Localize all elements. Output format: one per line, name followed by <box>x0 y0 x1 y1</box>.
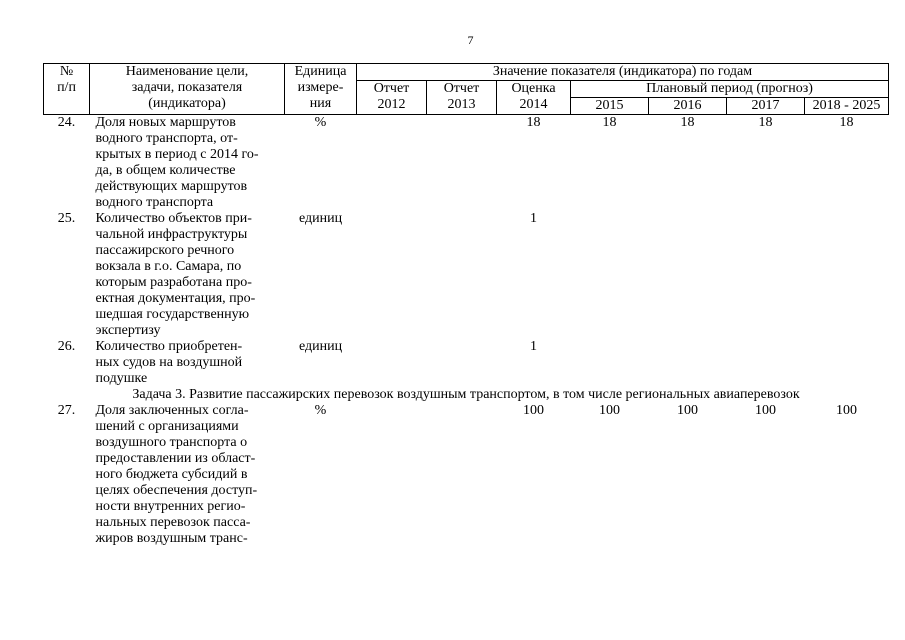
value-2017: 18 <box>758 115 773 130</box>
value-2018-2025 <box>805 211 889 339</box>
value-2012 <box>357 211 427 339</box>
indicators-table <box>43 63 889 547</box>
header-name: Наименование цели, задачи, показателя (индикатора) <box>90 64 285 115</box>
value-2015: 100 <box>599 403 620 418</box>
page-number: 7 <box>467 33 474 47</box>
row-number: 26. <box>57 339 76 354</box>
value-2012 <box>357 403 427 547</box>
header-year-2017: 2017 <box>727 98 805 115</box>
header-values-title: Значение показателя (индикатора) по годам <box>357 64 889 81</box>
indicator-name: Количество приобретен- ных судов на воздушной подушке <box>95 339 243 386</box>
value-2014: 1 <box>530 211 537 226</box>
table-row <box>44 403 889 547</box>
header-report-2013: Отчет 2013 <box>427 81 497 115</box>
unit-cell: % <box>314 115 327 130</box>
value-2014: 1 <box>530 339 537 354</box>
header-year-2015: 2015 <box>571 98 649 115</box>
table-row <box>44 115 889 212</box>
header-year-2016: 2016 <box>649 98 727 115</box>
value-2012 <box>357 339 427 387</box>
header-report-2012: Отчет 2012 <box>357 81 427 115</box>
header-year-2018-2025: 2018 - 2025 <box>805 98 889 115</box>
header-unit: Единица измере- ния <box>285 64 357 115</box>
header-num: № п/п <box>44 64 90 115</box>
table-row <box>44 211 889 339</box>
row-number: 27. <box>57 403 76 418</box>
value-2017 <box>727 339 805 387</box>
value-2015 <box>571 211 649 339</box>
unit-cell: % <box>314 403 327 418</box>
value-2013 <box>427 339 497 387</box>
value-2018-2025: 100 <box>836 403 857 418</box>
value-2014: 18 <box>526 115 541 130</box>
indicator-name: Доля заключенных согла- шений с организациями воздушного транспорта о предоставлении из област- ного бюджета субсидий в целях обеспечения доступ- ности внутренних регио- нальных перевозок пасса- жиров воздушным транс- <box>95 403 258 546</box>
value-2017: 100 <box>755 403 776 418</box>
value-2013 <box>427 115 497 212</box>
indicator-name: Доля новых маршрутов водного транспорта, от- крытых в период с 2014 го- да, в общем количестве действующих маршрутов водного транспорта <box>95 115 259 210</box>
row-number: 24. <box>57 115 76 130</box>
value-2015: 18 <box>602 115 617 130</box>
header-estimate-2014: Оценка 2014 <box>497 81 571 115</box>
value-2016: 100 <box>677 403 698 418</box>
value-2016: 18 <box>680 115 695 130</box>
value-2015 <box>571 339 649 387</box>
value-2014: 100 <box>523 403 544 418</box>
value-2013 <box>427 403 497 547</box>
table-row <box>44 339 889 387</box>
value-2018-2025: 18 <box>839 115 854 130</box>
value-2018-2025 <box>805 339 889 387</box>
task-heading: Задача 3. Развитие пассажирских перевозок воздушным транспортом, в том числе региональных авиаперевозок <box>132 387 800 402</box>
indicator-name: Количество объектов при- чальной инфраструктуры пассажирского речного вокзала в г.о. Самара, по которым разработана про- ектная документация, про- шедшая государственную экспертизу <box>95 211 256 338</box>
value-2013 <box>427 211 497 339</box>
header-planned-period: Плановый период (прогноз) <box>571 81 889 98</box>
unit-cell: единиц <box>298 211 343 226</box>
value-2016 <box>649 211 727 339</box>
value-2017 <box>727 211 805 339</box>
unit-cell: единиц <box>298 339 343 354</box>
value-2016 <box>649 339 727 387</box>
value-2012 <box>357 115 427 212</box>
task-heading-row <box>44 387 889 403</box>
row-number: 25. <box>57 211 76 226</box>
